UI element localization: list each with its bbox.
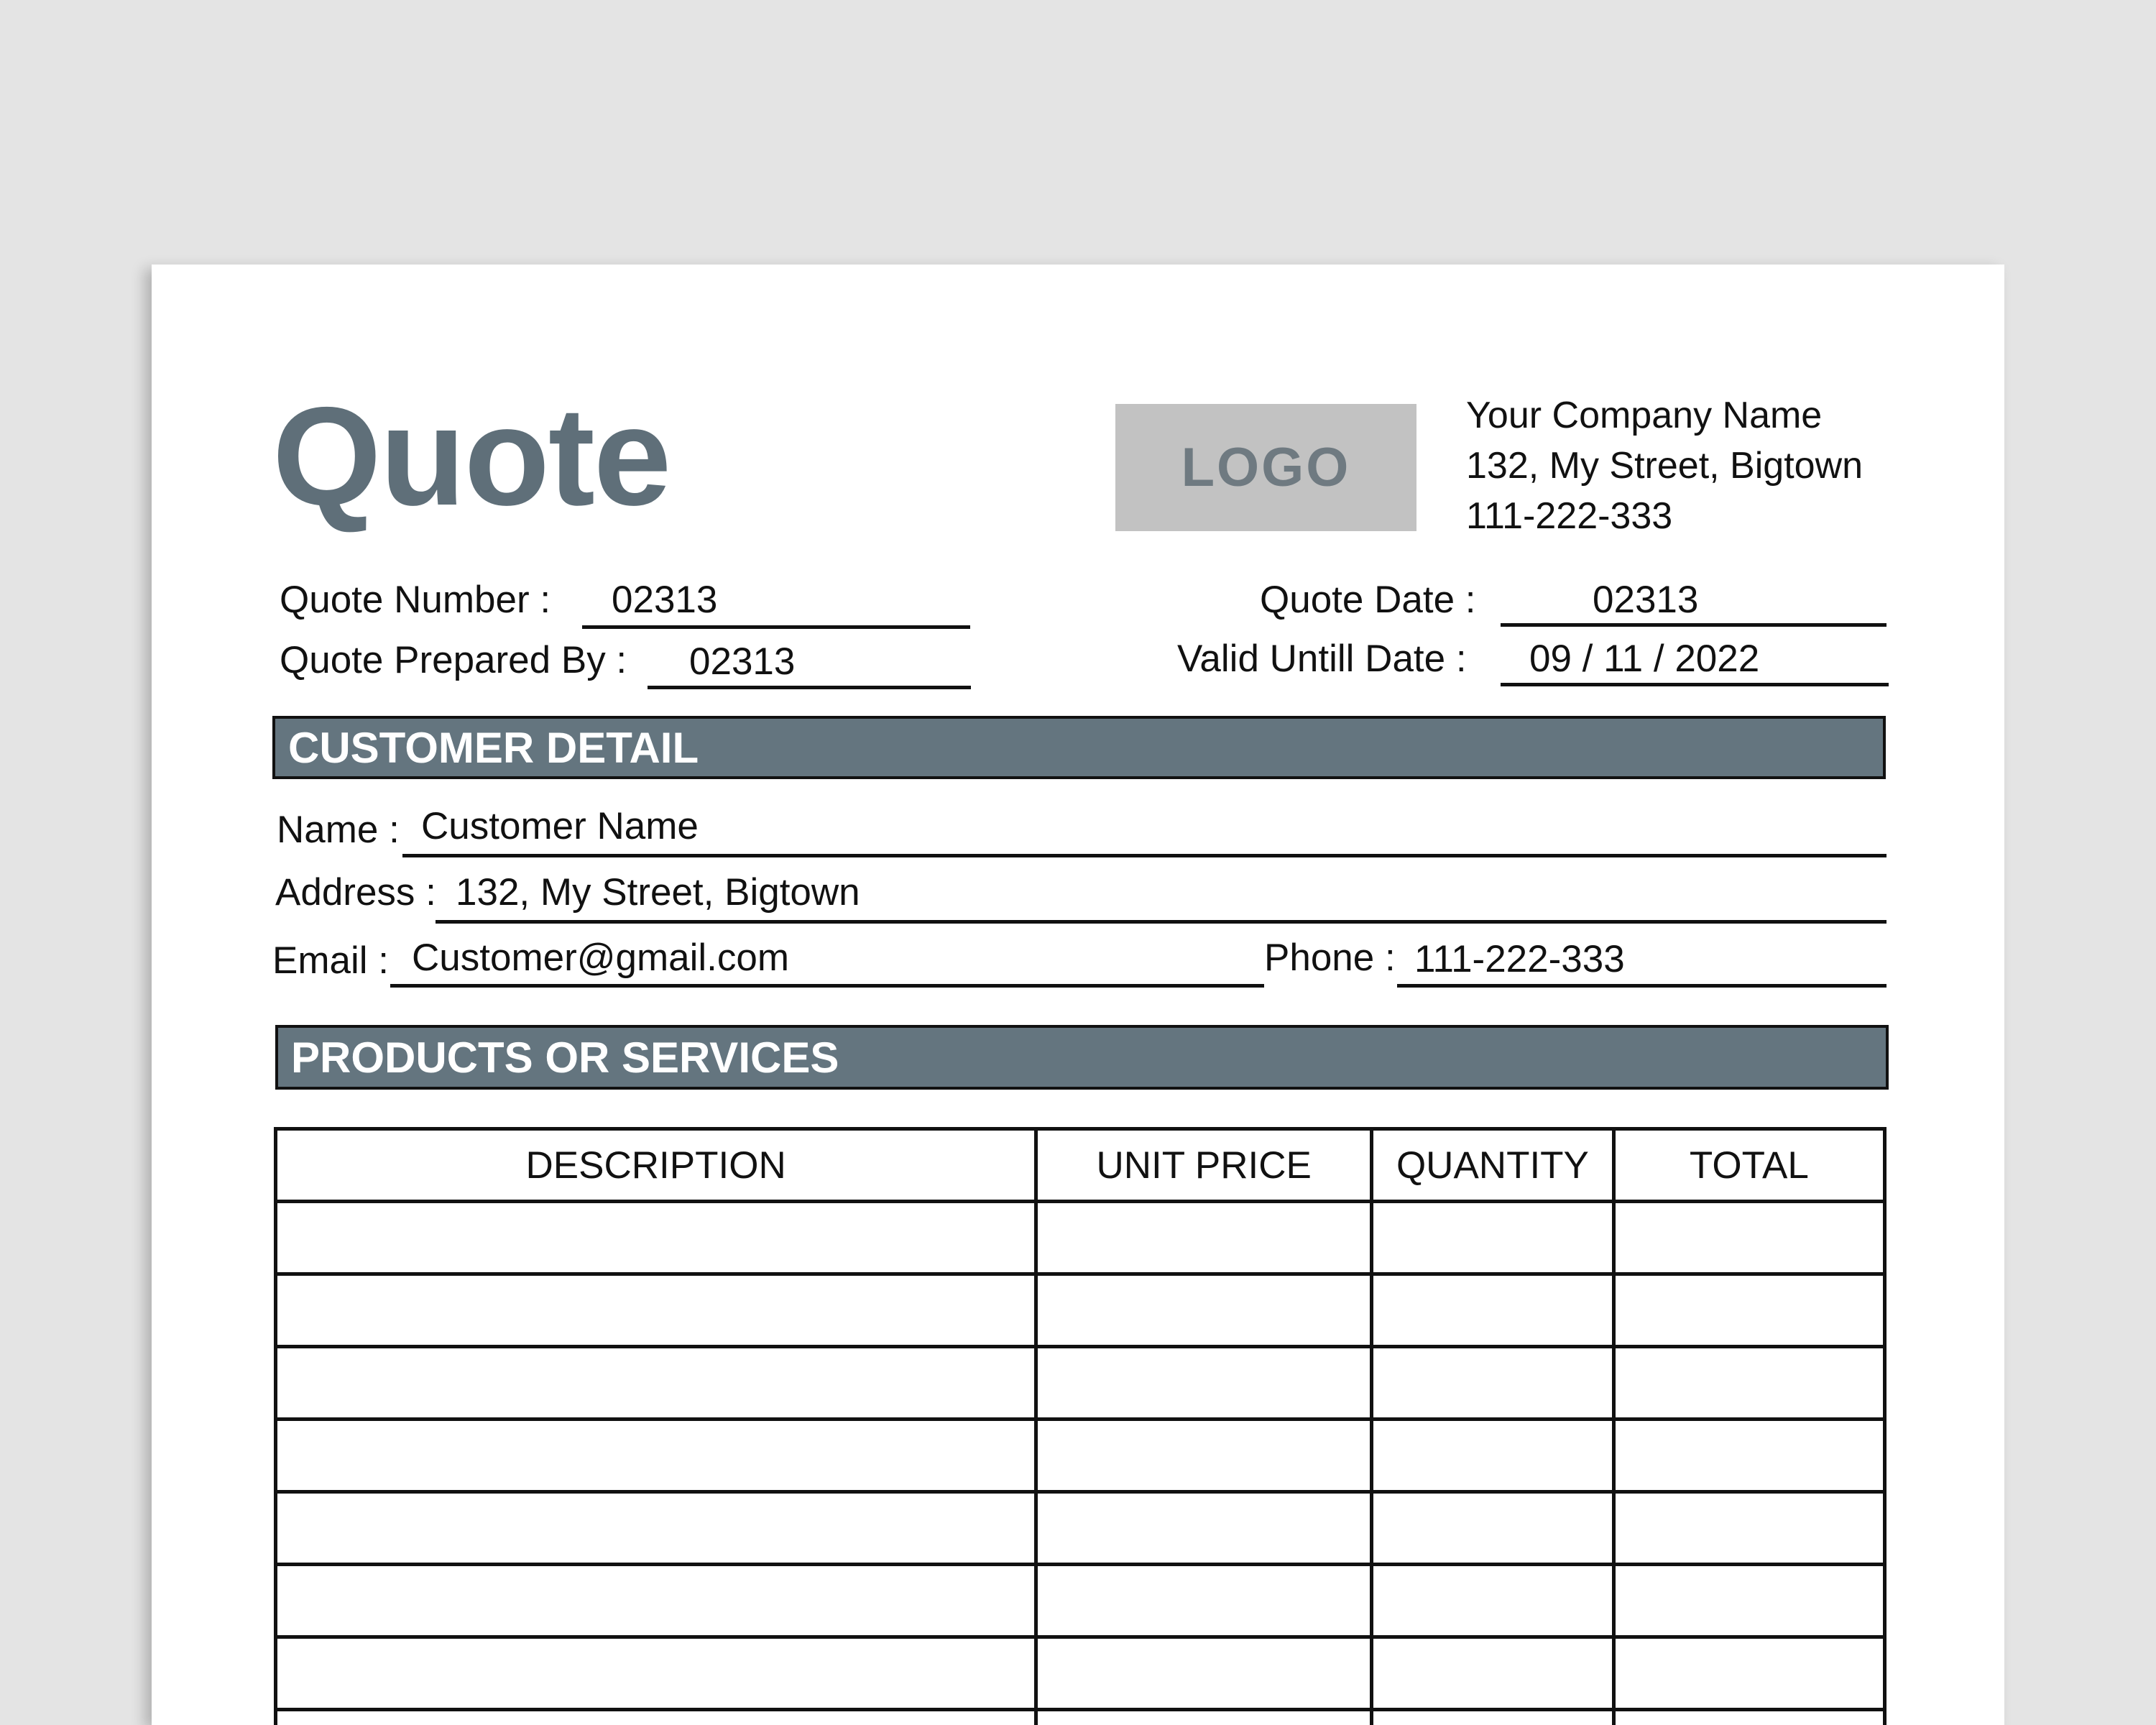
table-row <box>276 1347 1885 1420</box>
customer-address-underline <box>436 920 1886 924</box>
column-header-unit-price: UNIT PRICE <box>1036 1129 1372 1202</box>
customer-phone-underline <box>1397 984 1886 988</box>
quantity-cell[interactable] <box>1372 1492 1614 1565</box>
customer-email-underline <box>390 984 1264 988</box>
unit-price-cell[interactable] <box>1036 1202 1372 1274</box>
column-header-quantity: QUANTITY <box>1372 1129 1614 1202</box>
total-cell[interactable] <box>1613 1637 1884 1710</box>
logo-text: LOGO <box>1181 437 1351 498</box>
table-row <box>276 1492 1885 1565</box>
quantity-cell[interactable] <box>1372 1710 1614 1725</box>
total-cell[interactable] <box>1613 1274 1884 1347</box>
customer-name-value[interactable]: Customer Name <box>421 805 699 847</box>
quote-number-label: Quote Number : <box>280 579 551 621</box>
table-row <box>276 1420 1885 1492</box>
company-phone: 111-222-333 <box>1466 495 1673 537</box>
column-header-description: DESCRIPTION <box>276 1129 1036 1202</box>
valid-until-underline <box>1501 683 1889 686</box>
customer-email-value[interactable]: Customer@gmail.com <box>412 937 790 979</box>
quote-number-value[interactable]: 02313 <box>612 579 718 621</box>
valid-until-label: Valid Untill Date : <box>1177 638 1467 680</box>
table-row <box>276 1565 1885 1637</box>
column-header-total: TOTAL <box>1613 1129 1884 1202</box>
quantity-cell[interactable] <box>1372 1637 1614 1710</box>
unit-price-cell[interactable] <box>1036 1492 1372 1565</box>
products-header <box>275 1025 1889 1090</box>
customer-phone-label: Phone : <box>1264 937 1396 979</box>
total-cell[interactable] <box>1613 1565 1884 1637</box>
prepared-by-label: Quote Prepared By : <box>280 639 627 681</box>
table-row <box>276 1274 1885 1347</box>
customer-phone-value[interactable]: 111-222-333 <box>1414 938 1625 980</box>
quote-number-underline <box>582 625 970 629</box>
products-table <box>274 1127 1886 1725</box>
company-info <box>1466 390 1863 541</box>
description-cell[interactable] <box>276 1637 1036 1710</box>
unit-price-cell[interactable] <box>1036 1637 1372 1710</box>
description-cell[interactable] <box>276 1492 1036 1565</box>
total-cell[interactable] <box>1613 1347 1884 1420</box>
customer-detail-heading: CUSTOMER DETAIL <box>288 723 699 772</box>
description-cell[interactable] <box>276 1274 1036 1347</box>
products-heading: PRODUCTS OR SERVICES <box>291 1033 839 1082</box>
description-cell[interactable] <box>276 1202 1036 1274</box>
description-cell[interactable] <box>276 1710 1036 1725</box>
total-cell[interactable] <box>1613 1710 1884 1725</box>
table-header-row <box>276 1129 1885 1202</box>
unit-price-cell[interactable] <box>1036 1274 1372 1347</box>
description-cell[interactable] <box>276 1347 1036 1420</box>
quantity-cell[interactable] <box>1372 1274 1614 1347</box>
quantity-cell[interactable] <box>1372 1420 1614 1492</box>
customer-address-value[interactable]: 132, My Street, Bigtown <box>456 871 860 914</box>
unit-price-cell[interactable] <box>1036 1347 1372 1420</box>
unit-price-cell[interactable] <box>1036 1710 1372 1725</box>
valid-until-value[interactable]: 09 / 11 / 2022 <box>1529 638 1760 680</box>
quantity-cell[interactable] <box>1372 1202 1614 1274</box>
prepared-by-value[interactable]: 02313 <box>689 640 796 683</box>
customer-name-label: Name : <box>277 809 400 851</box>
customer-address-label: Address : <box>275 871 436 914</box>
table-row <box>276 1637 1885 1710</box>
customer-email-label: Email : <box>272 939 389 982</box>
company-name: Your Company Name <box>1466 395 1823 436</box>
document-title: Quote <box>272 378 671 535</box>
quote-document <box>152 264 2004 1725</box>
total-cell[interactable] <box>1613 1492 1884 1565</box>
table-row <box>276 1202 1885 1274</box>
company-address: 132, My Street, Bigtown <box>1466 445 1864 487</box>
customer-name-underline <box>402 854 1886 857</box>
table-row <box>276 1710 1885 1725</box>
prepared-by-underline <box>648 686 971 689</box>
quote-date-label: Quote Date : <box>1260 579 1476 621</box>
total-cell[interactable] <box>1613 1420 1884 1492</box>
description-cell[interactable] <box>276 1565 1036 1637</box>
total-cell[interactable] <box>1613 1202 1884 1274</box>
quantity-cell[interactable] <box>1372 1347 1614 1420</box>
quantity-cell[interactable] <box>1372 1565 1614 1637</box>
logo-placeholder <box>1115 404 1416 531</box>
quote-date-underline <box>1501 623 1886 627</box>
unit-price-cell[interactable] <box>1036 1420 1372 1492</box>
quote-date-value[interactable]: 02313 <box>1593 579 1699 621</box>
unit-price-cell[interactable] <box>1036 1565 1372 1637</box>
customer-detail-header <box>272 716 1886 779</box>
description-cell[interactable] <box>276 1420 1036 1492</box>
